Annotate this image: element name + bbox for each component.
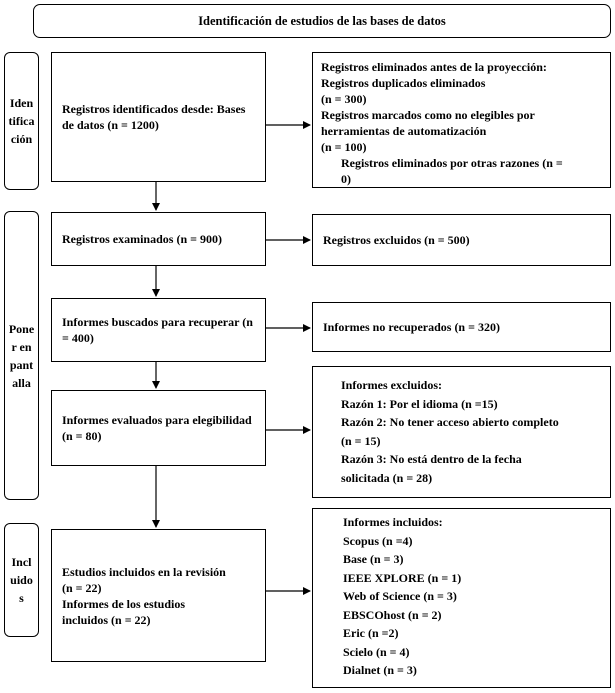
phase-label-screening: Poner en pantalla bbox=[4, 211, 39, 500]
reports-assessed-box: Informes evaluados para elegibilidad (n = 80) bbox=[51, 390, 266, 466]
records-excluded-box: Registros excluidos (n = 500) bbox=[312, 214, 611, 266]
records-identified-box: Registros identificados desde: Bases de datos (n = 1200) bbox=[51, 52, 266, 182]
reports-included-box: Informes incluidos: Scopus (n =4) Base (n = 3) IEEE XPLORE (n = 1) Web of Science (n = 3) EBSCOhost (n = 2) Eric (n =2) Scielo (n = 4) Dialnet (n = 3) bbox=[312, 508, 611, 688]
reports-excluded-box: Informes excluidos: Razón 1: Por el idioma (n =15) Razón 2: No tener acceso abierto completo (n = 15) Razón 3: No está dentro de la fecha solicitada (n = 28) bbox=[312, 366, 611, 498]
diagram-title: Identificación de estudios de las bases de datos bbox=[33, 4, 611, 38]
records-screened-box: Registros examinados (n = 900) bbox=[51, 212, 266, 266]
reports-not-retrieved-box: Informes no recuperados (n = 320) bbox=[312, 302, 611, 352]
records-removed-box: Registros eliminados antes de la proyección: Registros duplicados eliminados (n = 300) Registros marcados como no elegibles por herramientas de automatización (n = 100) Registros eliminados por otras razones (n = 0) bbox=[312, 52, 611, 188]
studies-included-box: Estudios incluidos en la revisión (n = 22) Informes de los estudios incluidos (n = 22) bbox=[51, 529, 266, 662]
phase-label-identification: Identificación bbox=[4, 52, 39, 190]
phase-label-included: Incluidos bbox=[4, 523, 39, 637]
reports-sought-box: Informes buscados para recuperar (n = 400) bbox=[51, 298, 266, 362]
